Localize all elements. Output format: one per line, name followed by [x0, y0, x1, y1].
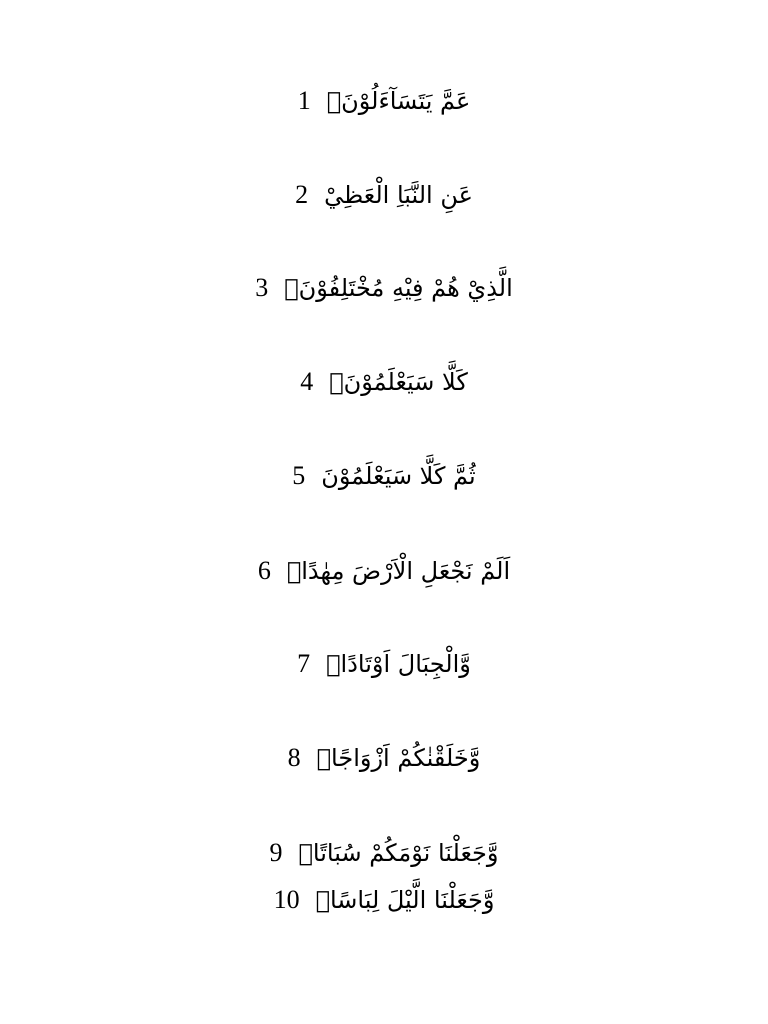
verse-number: 10 — [273, 885, 300, 914]
verse-text: اَلَمْ نَجْعَلِ الْاَرْضَ مِهٰدًاۙ — [286, 557, 511, 585]
verse-line — [0, 745, 768, 771]
verse-number: 6 — [257, 556, 271, 585]
verse-line — [0, 887, 768, 913]
verse-text: الَّذِيْ هُمْ فِيْهِ مُخْتَلِفُوْنَۗ — [284, 274, 513, 302]
verse-text: عَنِ النَّبَاِ الْعَظِيْ — [324, 181, 473, 209]
verse-text: ثُمَّ كَلَّا سَيَعْلَمُوْنَ — [321, 462, 476, 490]
verse-text: وَّخَلَقْنٰكُمْ اَزْوَاجًاۙ — [316, 744, 481, 772]
verse-line — [0, 182, 768, 208]
verse-text: وَّالْجِبَالَ اَوْتَادًاۖ — [326, 650, 471, 678]
verse-number: 1 — [297, 86, 311, 115]
verse-text: وَّجَعَلْنَا الَّيْلَ لِبَاسًاۙ — [315, 886, 495, 914]
verse-number: 2 — [295, 180, 309, 209]
verse-number: 8 — [287, 743, 301, 772]
verse-number: 7 — [297, 649, 311, 678]
verse-line — [0, 840, 768, 866]
verse-number: 5 — [292, 461, 306, 490]
verse-line — [0, 463, 768, 489]
verse-line — [0, 88, 768, 114]
verse-number: 3 — [255, 273, 269, 302]
verse-line — [0, 275, 768, 301]
verse-line — [0, 369, 768, 395]
verse-text: وَّجَعَلْنَا نَوْمَكُمْ سُبَاتًاۙ — [298, 839, 499, 867]
verse-text: عَمَّ يَتَسَآءَلُوْنَۚ — [326, 87, 471, 115]
verse-line — [0, 651, 768, 677]
verse-text: كَلَّا سَيَعْلَمُوْنَۙ — [329, 368, 468, 396]
verse-number: 4 — [300, 367, 314, 396]
verse-number: 9 — [269, 838, 283, 867]
verse-line — [0, 558, 768, 584]
